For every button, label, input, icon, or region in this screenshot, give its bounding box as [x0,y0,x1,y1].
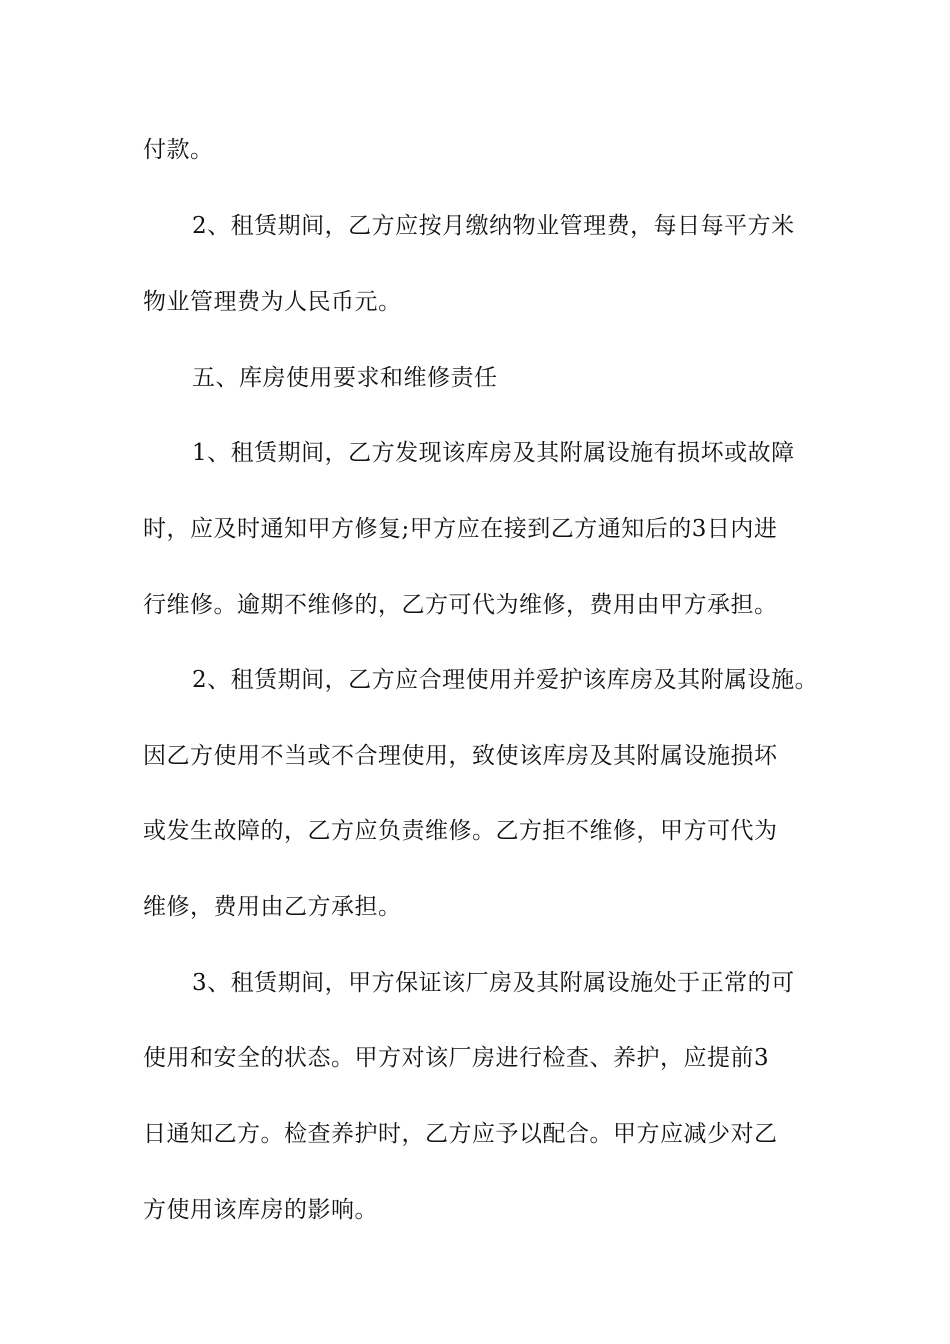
text-line-7: 行维修。逾期不维修的，乙方可代为维修，费用由甲方承担。 [143,592,778,618]
text-line-14: 日通知乙方。检查养护时，乙方应予以配合。甲方应减少对乙 [143,1121,778,1147]
text-line-15: 方使用该库房的影响。 [143,1197,378,1223]
text-line-8: 2、租赁期间，乙方应合理使用并爱护该库房及其附属设施。 [192,667,819,693]
text-line-10: 或发生故障的，乙方应负责维修。乙方拒不维修，甲方可代为 [143,818,778,844]
text-line-3: 物业管理费为人民币元。 [143,289,402,315]
text-line-1: 付款。 [143,137,214,163]
text-line-12: 3、租赁期间，甲方保证该厂房及其附属设施处于正常的可 [192,970,795,996]
text-line-2: 2、租赁期间，乙方应按月缴纳物业管理费，每日每平方米 [192,213,795,239]
text-line-13: 使用和安全的状态。甲方对该厂房进行检查、养护，应提前3 [143,1045,770,1071]
text-line-11: 维修，费用由乙方承担。 [143,894,402,920]
text-line-6: 时，应及时通知甲方修复;甲方应在接到乙方通知后的3日内进 [143,516,778,542]
text-line-9: 因乙方使用不当或不合理使用，致使该库房及其附属设施损坏 [143,743,778,769]
section-heading: 五、库房使用要求和维修责任 [192,365,498,391]
text-line-5: 1、租赁期间，乙方发现该库房及其附属设施有损坏或故障 [192,440,795,466]
